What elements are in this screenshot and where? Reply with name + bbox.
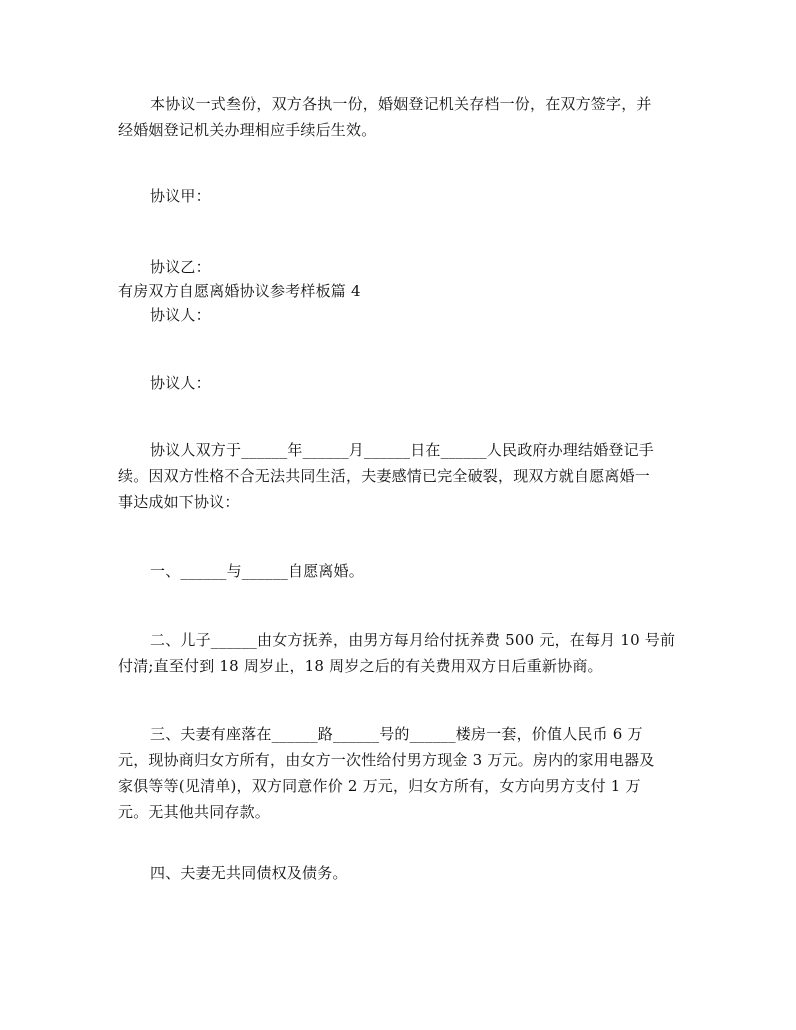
- clause-2-line-1: 二、儿子______由女方抚养，由男方每月给付抚养费 500 元，在每月 10 号前: [150, 631, 676, 649]
- intro-line-2: 续。因双方性格不合无法共同生活，夫妻感情已完全破裂，现双方就自愿离婚一: [118, 467, 651, 485]
- intro-line-1: 协议人双方于______年______月______日在______人民政府办理结婚登记手: [150, 441, 655, 459]
- party-b-label: 协议乙：: [150, 258, 211, 276]
- effect-paragraph-line-1: 本协议一式叁份，双方各执一份，婚姻登记机关存档一份，在双方签字，并: [150, 95, 652, 113]
- clause-1: 一、______与______自愿离婚。: [150, 562, 365, 580]
- clause-3-line-1: 三、夫妻有座落在______路______号的______楼房一套，价值人民币 6 万: [150, 725, 643, 743]
- intro-line-3: 事达成如下协议：: [118, 493, 240, 511]
- section-title: 有房双方自愿离婚协议参考样板篇 4: [118, 282, 361, 300]
- effect-paragraph-line-2: 经婚姻登记机关办理相应手续后生效。: [118, 121, 377, 139]
- clause-3-line-2: 元，现协商归女方所有，由女方一次性给付男方现金 3 万元。房内的家用电器及: [118, 751, 655, 769]
- party-2-label: 协议人：: [150, 374, 211, 392]
- clause-4: 四、夫妻无共同债权及债务。: [150, 864, 348, 882]
- party-a-label: 协议甲：: [150, 187, 211, 205]
- clause-2-line-2: 付清;直至付到 18 周岁止，18 周岁之后的有关费用双方日后重新协商。: [118, 657, 603, 675]
- party-1-label: 协议人：: [150, 306, 211, 324]
- clause-3-line-3: 家俱等等(见清单)，双方同意作价 2 万元，归女方所有，女方向男方支付 1 万: [118, 777, 641, 795]
- clause-3-line-4: 元。无其他共同存款。: [118, 803, 271, 821]
